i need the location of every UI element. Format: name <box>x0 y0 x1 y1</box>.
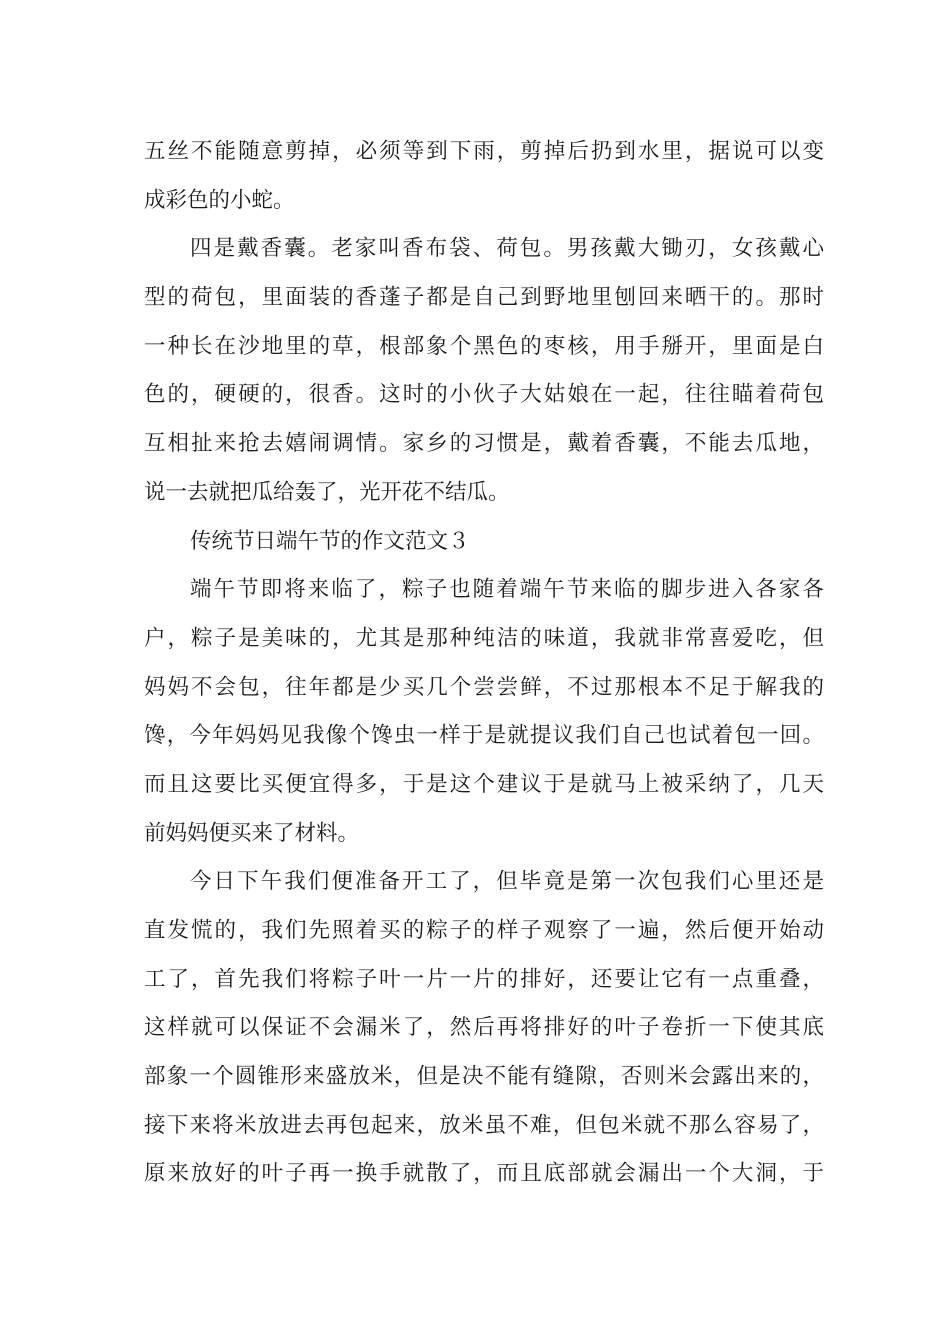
text-line: 五丝不能随意剪掉，必须等到下雨，剪掉后扔到水里，据说可以变 <box>144 139 824 164</box>
text-line: 户，粽子是美味的，尤其是那种纯洁的味道，我就非常喜爱吃，但 <box>144 625 824 651</box>
text-line: 而且这要比买便宜得多，于是这个建议于是就马上被采纳了，几天 <box>144 771 824 797</box>
text-line: 部象一个圆锥形来盛放米，但是决不能有缝隙，否则米会露出来的， <box>144 1064 824 1090</box>
text-line: 馋，今年妈妈见我像个馋虫一样于是就提议我们自己也试着包一回。 <box>144 723 824 749</box>
text-line: 今日下午我们便准备开工了，但毕竟是第一次包我们心里还是 <box>190 869 824 895</box>
text-line: 工了，首先我们将粽子叶一片一片的排好，还要让它有一点重叠， <box>144 966 824 992</box>
text-line: 成彩色的小蛇。 <box>144 187 295 213</box>
text-line: 色的，硬硬的，很香。这时的小伙子大姑娘在一起，往往瞄着荷包 <box>144 382 824 408</box>
text-line: 端午节即将来临了，粽子也随着端午节来临的脚步进入各家各 <box>190 577 824 603</box>
text-line: 妈妈不会包，往年都是少买几个尝尝鲜，不过那根本不足于解我的 <box>144 674 824 700</box>
text-line: 这样就可以保证不会漏米了，然后再将排好的叶子卷折一下使其底 <box>144 1015 824 1041</box>
text-line: 前妈妈便买来了材料。 <box>144 820 360 846</box>
text-line: 互相扯来抢去嬉闹调情。家乡的习惯是，戴着香囊，不能去瓜地， <box>144 431 824 457</box>
section-heading: 传统节日端午节的作文范文３ <box>190 528 470 554</box>
text-line: 直发慌的，我们先照着买的粽子的样子观察了一遍，然后便开始动 <box>144 918 824 943</box>
text-line: 原来放好的叶子再一换手就散了，而且底部就会漏出一个大洞，于 <box>144 1161 824 1187</box>
body-text <box>144 128 824 1199</box>
text-line: 说一去就把瓜给轰了，光开花不结瓜。 <box>144 479 510 505</box>
text-line: 接下来将米放进去再包起来，放米虽不难，但包米就不那么容易了， <box>144 1112 824 1138</box>
text-line: 型的荷包，里面装的香蓬子都是自己到野地里刨回来晒干的。那时 <box>144 285 824 311</box>
text-line: 一种长在沙地里的草，根部象个黑色的枣核，用手掰开，里面是白 <box>144 333 824 359</box>
text-line: 四是戴香囊。老家叫香布袋、荷包。男孩戴大锄刃，女孩戴心 <box>190 236 824 262</box>
